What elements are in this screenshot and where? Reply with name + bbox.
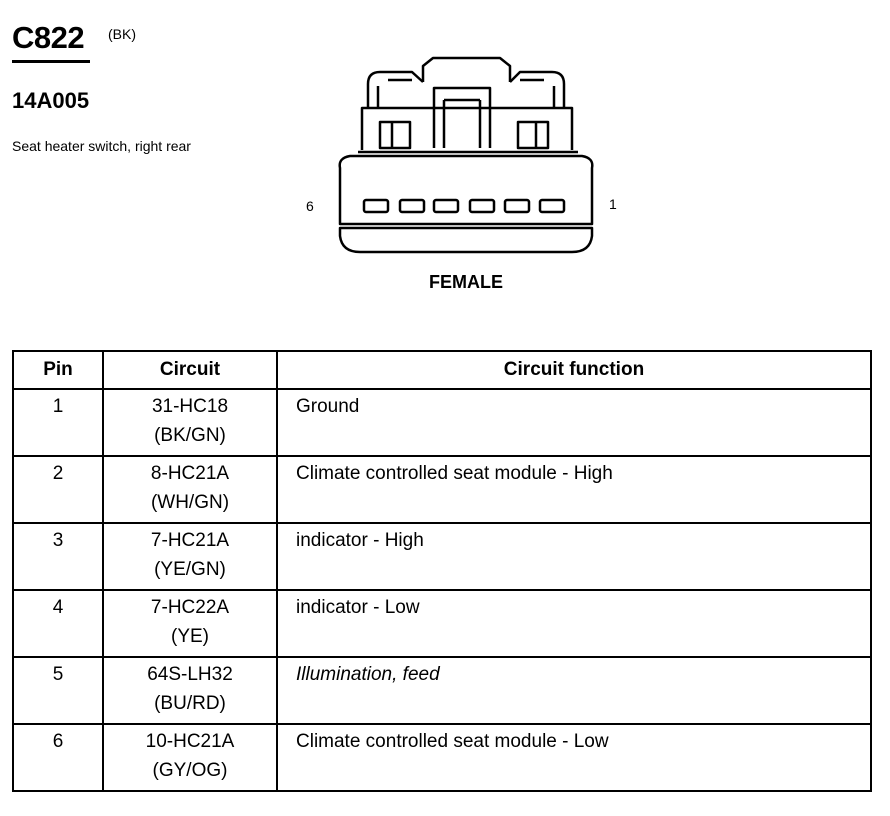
table-row xyxy=(13,456,871,523)
connector-color: (BK) xyxy=(108,26,136,42)
table-row xyxy=(13,523,871,590)
pin-number: 3 xyxy=(13,523,103,590)
table-row xyxy=(13,724,871,791)
pin-label-1: 1 xyxy=(609,196,617,212)
circuit-code: 31-HC18 xyxy=(151,396,229,417)
pin-number: 1 xyxy=(13,389,103,456)
circuit-function: Ground xyxy=(277,389,871,456)
header-pin: Pin xyxy=(13,351,103,389)
wire-color: (GY/OG) xyxy=(152,760,228,781)
part-number: 14A005 xyxy=(12,88,90,113)
circuit-cell xyxy=(103,523,277,590)
wire-color: (BU/RD) xyxy=(154,693,226,714)
circuit-code: 10-HC21A xyxy=(145,731,235,752)
circuit-cell xyxy=(103,456,277,523)
connector-id: C822 xyxy=(12,20,85,55)
circuit-cell xyxy=(103,724,277,791)
wire-color: (WH/GN) xyxy=(150,492,230,513)
circuit-code: 7-HC22A xyxy=(150,597,230,618)
header-function: Circuit function xyxy=(277,351,871,389)
table-row xyxy=(13,657,871,724)
pin-cavity-4 xyxy=(434,200,458,212)
circuit-code: 64S-LH32 xyxy=(147,664,233,685)
wire-color: (YE) xyxy=(171,626,209,647)
wire-color: (BK/GN) xyxy=(154,425,226,446)
pin-number: 2 xyxy=(13,456,103,523)
connector-description: Seat heater switch, right rear xyxy=(12,138,191,154)
circuit-function: Climate controlled seat module - Low xyxy=(277,724,871,791)
pin-cavity-3 xyxy=(470,200,494,212)
pin-table xyxy=(12,350,872,792)
table-row xyxy=(13,389,871,456)
circuit-code: 7-HC21A xyxy=(150,530,230,551)
circuit-function: indicator - High xyxy=(277,523,871,590)
pin-cavity-2 xyxy=(505,200,529,212)
circuit-function: indicator - Low xyxy=(277,590,871,657)
table-row xyxy=(13,590,871,657)
pin-cavity-5 xyxy=(400,200,424,212)
circuit-code: 8-HC21A xyxy=(150,463,230,484)
wire-color: (YE/GN) xyxy=(154,559,226,580)
header-circuit: Circuit xyxy=(103,351,277,389)
table-header-row xyxy=(13,351,871,389)
pin-cavity-1 xyxy=(540,200,564,212)
connector-gender: FEMALE xyxy=(429,272,503,292)
pin-number: 4 xyxy=(13,590,103,657)
circuit-cell xyxy=(103,657,277,724)
pin-number: 6 xyxy=(13,724,103,791)
pin-cavity-6 xyxy=(364,200,388,212)
circuit-cell xyxy=(103,389,277,456)
circuit-function: Climate controlled seat module - High xyxy=(277,456,871,523)
pin-number: 5 xyxy=(13,657,103,724)
pin-label-6: 6 xyxy=(306,198,314,214)
circuit-cell xyxy=(103,590,277,657)
circuit-function: Illumination, feed xyxy=(277,657,871,724)
